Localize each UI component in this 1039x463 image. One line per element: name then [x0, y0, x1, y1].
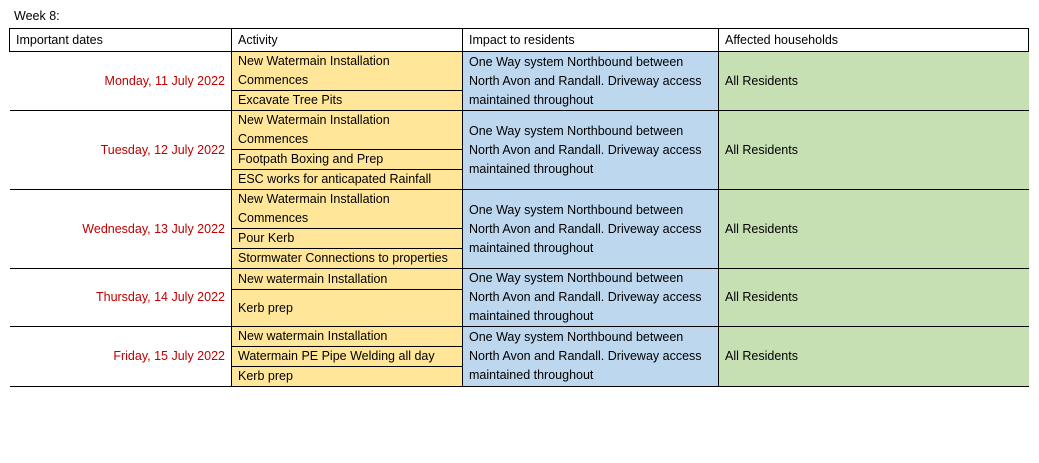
header-activity: Activity [232, 29, 463, 52]
activity-cell: Kerb prep [232, 367, 463, 387]
date-cell: Tuesday, 12 July 2022 [10, 111, 232, 190]
activity-cell: New watermain Installation [232, 327, 463, 347]
table-row [10, 327, 1029, 347]
activity-cell: New watermain Installation [232, 269, 463, 290]
week-label: Week 8: [14, 9, 60, 23]
date-cell: Wednesday, 13 July 2022 [10, 190, 232, 269]
activity-cell: Footpath Boxing and Prep [232, 150, 463, 170]
activity-cell: Watermain PE Pipe Welding all day [232, 347, 463, 367]
header-impact: Impact to residents [463, 29, 719, 52]
table-row [10, 269, 1029, 290]
activity-cell: New Watermain Installation Commences [232, 190, 463, 229]
activity-cell: ESC works for anticapated Rainfall [232, 170, 463, 190]
activity-cell: New Watermain Installation Commences [232, 52, 463, 91]
date-cell: Monday, 11 July 2022 [10, 52, 232, 111]
table-row [10, 111, 1029, 150]
impact-cell: One Way system Northbound between North Avon and Randall. Driveway access maintained throughout [463, 327, 719, 387]
schedule-table [9, 28, 1029, 387]
activity-cell: Stormwater Connections to properties [232, 249, 463, 269]
affected-cell: All Residents [719, 52, 1029, 111]
header-affected-households: Affected households [719, 29, 1029, 52]
activity-cell: Excavate Tree Pits [232, 91, 463, 111]
activity-cell: New Watermain Installation Commences [232, 111, 463, 150]
header-row [10, 29, 1029, 52]
date-cell: Thursday, 14 July 2022 [10, 269, 232, 327]
impact-cell: One Way system Northbound between North Avon and Randall. Driveway access maintained throughout [463, 111, 719, 190]
table-row [10, 190, 1029, 229]
header-important-dates: Important dates [10, 29, 232, 52]
activity-cell: Pour Kerb [232, 229, 463, 249]
impact-cell: One Way system Northbound between North Avon and Randall. Driveway access maintained throughout [463, 52, 719, 111]
impact-cell: One Way system Northbound between North Avon and Randall. Driveway access maintained throughout [463, 190, 719, 269]
affected-cell: All Residents [719, 327, 1029, 387]
affected-cell: All Residents [719, 111, 1029, 190]
impact-cell: One Way system Northbound between North Avon and Randall. Driveway access maintained throughout [463, 269, 719, 327]
activity-cell: Kerb prep [232, 290, 463, 327]
affected-cell: All Residents [719, 269, 1029, 327]
affected-cell: All Residents [719, 190, 1029, 269]
table-row [10, 52, 1029, 91]
date-cell: Friday, 15 July 2022 [10, 327, 232, 387]
